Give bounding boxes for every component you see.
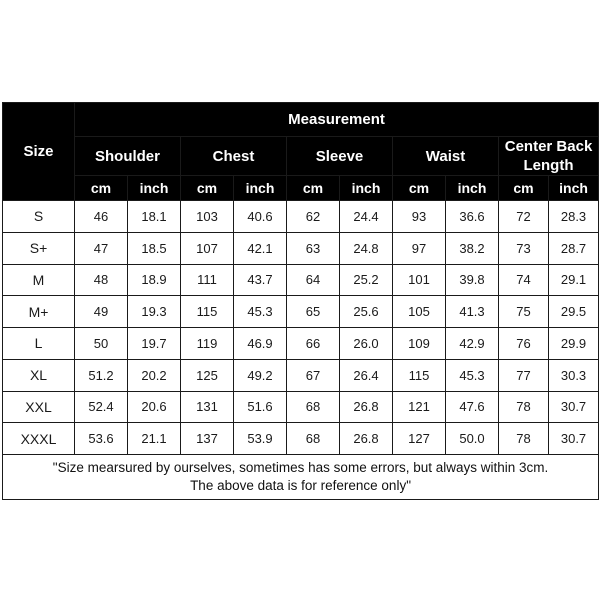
table-cell: 18.9 [128, 264, 181, 296]
table-cell: 24.8 [340, 232, 393, 264]
table-cell: 78 [499, 423, 549, 455]
table-cell: 68 [287, 423, 340, 455]
table-cell: 62 [287, 201, 340, 233]
size-cell: XXL [3, 391, 75, 423]
table-cell: 26.8 [340, 391, 393, 423]
table-cell: 21.1 [128, 423, 181, 455]
table-cell: 68 [287, 391, 340, 423]
size-cell: S [3, 201, 75, 233]
table-cell: 28.7 [549, 232, 599, 264]
table-cell: 125 [181, 359, 234, 391]
table-cell: 119 [181, 328, 234, 360]
table-cell: 46.9 [234, 328, 287, 360]
table-cell: 43.7 [234, 264, 287, 296]
waist-header: Waist [393, 137, 499, 176]
table-cell: 29.9 [549, 328, 599, 360]
table-cell: 20.2 [128, 359, 181, 391]
table-row [3, 328, 599, 360]
center-back-length-header: Center Back Length [499, 137, 599, 176]
table-row [3, 296, 599, 328]
table-cell: 64 [287, 264, 340, 296]
table-cell: 24.4 [340, 201, 393, 233]
chest-header: Chest [181, 137, 287, 176]
table-cell: 49.2 [234, 359, 287, 391]
table-row [3, 423, 599, 455]
table-cell: 45.3 [446, 359, 499, 391]
size-cell: M+ [3, 296, 75, 328]
table-cell: 67 [287, 359, 340, 391]
table-cell: 28.3 [549, 201, 599, 233]
table-cell: 137 [181, 423, 234, 455]
disclaimer-line-2: The above data is for reference only" [190, 478, 411, 493]
table-cell: 29.5 [549, 296, 599, 328]
table-cell: 18.5 [128, 232, 181, 264]
table-cell: 76 [499, 328, 549, 360]
unit-cm-header: cm [181, 176, 234, 201]
shoulder-header: Shoulder [75, 137, 181, 176]
table-cell: 131 [181, 391, 234, 423]
table-cell: 26.8 [340, 423, 393, 455]
unit-cm-header: cm [499, 176, 549, 201]
table-cell: 111 [181, 264, 234, 296]
table-row [3, 201, 599, 233]
size-cell: XL [3, 359, 75, 391]
size-cell: S+ [3, 232, 75, 264]
table-cell: 20.6 [128, 391, 181, 423]
unit-inch-header: inch [340, 176, 393, 201]
table-cell: 30.7 [549, 423, 599, 455]
unit-cm-header: cm [393, 176, 446, 201]
table-cell: 97 [393, 232, 446, 264]
table-cell: 78 [499, 391, 549, 423]
table-cell: 109 [393, 328, 446, 360]
disclaimer-note [3, 455, 599, 500]
table-cell: 50.0 [446, 423, 499, 455]
table-row [3, 359, 599, 391]
measurement-header: Measurement [75, 103, 599, 137]
unit-inch-header: inch [446, 176, 499, 201]
table-cell: 25.6 [340, 296, 393, 328]
table-cell: 42.1 [234, 232, 287, 264]
table-cell: 72 [499, 201, 549, 233]
table-cell: 46 [75, 201, 128, 233]
table-row [3, 232, 599, 264]
unit-inch-header: inch [128, 176, 181, 201]
unit-cm-header: cm [287, 176, 340, 201]
table-cell: 127 [393, 423, 446, 455]
table-cell: 53.6 [75, 423, 128, 455]
table-cell: 47.6 [446, 391, 499, 423]
table-cell: 42.9 [446, 328, 499, 360]
table-cell: 47 [75, 232, 128, 264]
size-chart-table [2, 102, 599, 500]
table-cell: 63 [287, 232, 340, 264]
disclaimer-line-1: "Size mearsured by ourselves, sometimes has some errors, but always within 3cm. [52, 460, 549, 475]
table-cell: 74 [499, 264, 549, 296]
size-cell: L [3, 328, 75, 360]
table-cell: 48 [75, 264, 128, 296]
size-cell: XXXL [3, 423, 75, 455]
table-row [3, 264, 599, 296]
table-cell: 18.1 [128, 201, 181, 233]
unit-cm-header: cm [75, 176, 128, 201]
table-cell: 65 [287, 296, 340, 328]
table-cell: 45.3 [234, 296, 287, 328]
table-cell: 40.6 [234, 201, 287, 233]
table-cell: 73 [499, 232, 549, 264]
table-cell: 103 [181, 201, 234, 233]
table-cell: 107 [181, 232, 234, 264]
table-row [3, 391, 599, 423]
table-cell: 26.4 [340, 359, 393, 391]
unit-inch-header: inch [549, 176, 599, 201]
table-cell: 19.7 [128, 328, 181, 360]
size-column-header: Size [3, 103, 75, 201]
table-cell: 50 [75, 328, 128, 360]
table-cell: 101 [393, 264, 446, 296]
table-cell: 105 [393, 296, 446, 328]
sleeve-header: Sleeve [287, 137, 393, 176]
table-cell: 26.0 [340, 328, 393, 360]
table-cell: 38.2 [446, 232, 499, 264]
table-cell: 93 [393, 201, 446, 233]
table-cell: 53.9 [234, 423, 287, 455]
table-cell: 25.2 [340, 264, 393, 296]
table-cell: 29.1 [549, 264, 599, 296]
table-cell: 66 [287, 328, 340, 360]
table-cell: 52.4 [75, 391, 128, 423]
unit-inch-header: inch [234, 176, 287, 201]
table-cell: 30.7 [549, 391, 599, 423]
table-cell: 121 [393, 391, 446, 423]
table-cell: 36.6 [446, 201, 499, 233]
table-cell: 51.6 [234, 391, 287, 423]
table-cell: 77 [499, 359, 549, 391]
table-cell: 39.8 [446, 264, 499, 296]
table-cell: 19.3 [128, 296, 181, 328]
table-cell: 30.3 [549, 359, 599, 391]
table-cell: 115 [181, 296, 234, 328]
table-cell: 115 [393, 359, 446, 391]
table-cell: 51.2 [75, 359, 128, 391]
table-cell: 41.3 [446, 296, 499, 328]
table-cell: 49 [75, 296, 128, 328]
table-cell: 75 [499, 296, 549, 328]
size-cell: M [3, 264, 75, 296]
